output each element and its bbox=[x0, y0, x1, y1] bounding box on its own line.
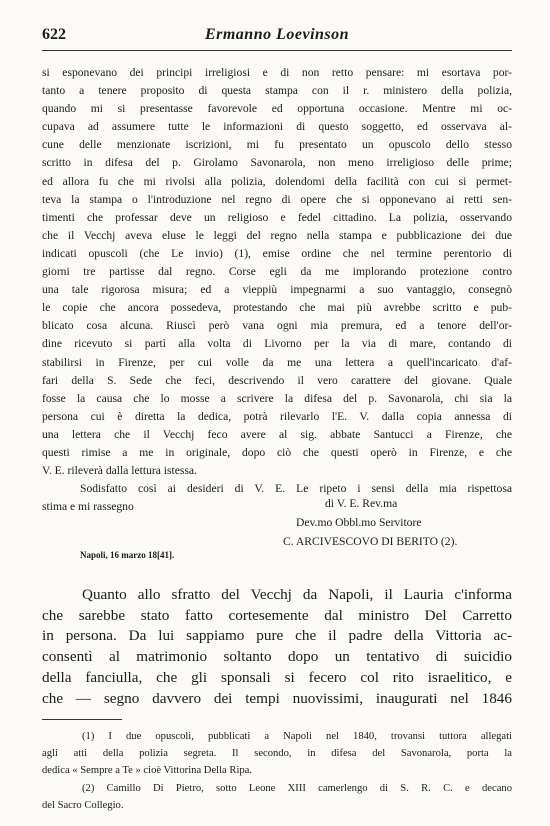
letter-line: timenti che professar deve un religioso e fedel cittadino. La polizia, osservando bbox=[42, 210, 512, 224]
letter-line: teva la stampa o l'introduzione nel regno di opere che si opponevano ai retti sen- bbox=[42, 192, 512, 206]
letter-line: scritto in difesa del p. Girolamo Savonarola, non meno irreligioso delle prime; bbox=[42, 156, 512, 170]
signature-line: di V. E. Rev.ma bbox=[325, 497, 398, 510]
main-text bbox=[42, 585, 512, 709]
closing-line: Sodisfatto così ai desideri di V. E. Le ripeto i sensi della mia rispettosa bbox=[80, 482, 512, 496]
body-line: Quanto allo sfratto del Vecchj da Napoli, il Lauria c'informa bbox=[82, 586, 512, 603]
letter-line: persona cui è diretta la dedica, potrà rilevarlo l'E. V. dalla copia annessa di bbox=[42, 409, 512, 423]
footnote-line: del Sacro Collegio. bbox=[42, 799, 124, 811]
page-header bbox=[42, 26, 512, 51]
letter-line: tanto a tenere proposito di questa stampa con il r. ministero della polizia, bbox=[42, 84, 512, 98]
dateline: Napoli, 16 marzo 18[41]. bbox=[80, 550, 175, 560]
body-line: che sarebbe stato fatto cortesemente dal ministro Del Carretto bbox=[42, 606, 512, 624]
body-line: della fanciulla, che gli sponsali si fecero col rito israelitico, e bbox=[42, 668, 512, 686]
letter-line: stabilirsi in Firenze, per cui volle da me una lettera a quell'incaricato d'af- bbox=[42, 355, 512, 369]
letter-line: ed allora fu che mi rivolsi alla polizia, dolendomi della facilità con cui si permet- bbox=[42, 174, 512, 188]
letter-line: cupava ad assumere tutte le informazioni di questo soggetto, ed osservava al- bbox=[42, 120, 512, 134]
letter-line: cune delle menzionate iscrizioni, mi fu presentato un opuscolo dello stesso bbox=[42, 138, 512, 152]
footnote-line: agli atti della polizia segreta. Il secondo, in difesa del Savonarola, porta la bbox=[42, 748, 512, 760]
footnote-rule bbox=[42, 719, 122, 720]
signature-line: C. ARCIVESCOVO DI BERITO (2). bbox=[283, 535, 458, 548]
footnote-line: dedica « Sempre a Te » cioè Vittorina Della Ripa. bbox=[42, 765, 253, 777]
running-head: Ermanno Loevinson bbox=[204, 26, 350, 43]
letter-line: dine ricevuto si partì alla volta di Livorno per la via di mare, contando di bbox=[42, 337, 512, 351]
body-line: che — segno davvero dei tempi nuovissimi, inaugurati nel 1846 bbox=[42, 689, 512, 707]
letter-line: blicato cosa alcuna. Riuscì però vana ogni mia premura, ed a tenore dell'or- bbox=[42, 319, 512, 333]
footnote-line: (1) I due opuscoli, pubblicati a Napoli nel 1840, trovansi tuttora allegati bbox=[82, 731, 512, 742]
letter-line: giorni tre partisse dal regno. Corse egli da me implorando protezione contro bbox=[42, 265, 512, 279]
letter-line: quando mi si presentasse favorevole ed opportuna occasione. Mentre mi oc- bbox=[42, 102, 512, 116]
letter-line: una tale rigorosa misura; ed a vieppiù impegnarmi a suo vantaggio, consegnò bbox=[42, 283, 512, 297]
letter-line: una lettera che il Vecchj feco avere al sig. abbate Santucci a Firenze, che bbox=[42, 427, 512, 441]
letter-line: fosse la causa che lo mosse a scrivere la difesa del p. Savonarola, chi sia la bbox=[42, 391, 512, 405]
letter-line: indicati opuscoli (che Le invio) (1), emise ordine che nel termine perentorio di bbox=[42, 246, 512, 260]
letter-line: le copie che ancora possedeva, protestando che mai più avrebbe scritto e pub- bbox=[42, 301, 512, 315]
signature-block bbox=[42, 494, 512, 551]
body-line: in persona. Da lui sappiamo pure che il padre della Vittoria ac- bbox=[42, 627, 512, 645]
letter-line: che il Vecchj aveva eluse le leggi del regno nella stampa e pubblicazione dei due bbox=[42, 228, 512, 242]
signature-line: Dev.mo Obbl.mo Servitore bbox=[296, 516, 422, 529]
letter-line: si esponevano dei principi irreligiosi e di non retto pensare: mi esortava por- bbox=[42, 66, 512, 79]
letter-body bbox=[42, 64, 512, 516]
letter-line: V. E. rileverà dalla lettura istessa. bbox=[42, 464, 197, 478]
footnotes bbox=[42, 728, 512, 814]
letter-line: fari della S. Sede che feci, descrivendo il vero carattere del giovane. Quale bbox=[42, 373, 512, 387]
footnote-line: (2) Camillo Di Pietro, sotto Leone XIII camerlengo di S. R. C. e decano bbox=[82, 782, 512, 794]
closing-line: stima e mi rassegno bbox=[42, 500, 134, 514]
page-number: 622 bbox=[42, 26, 66, 43]
body-line: consentì al matrimonio soltanto dopo un tentativo di suicidio bbox=[42, 648, 512, 666]
letter-line: questi rimise a me in originale, dopo ciò che questi operò in Firenze, e che bbox=[42, 445, 512, 459]
